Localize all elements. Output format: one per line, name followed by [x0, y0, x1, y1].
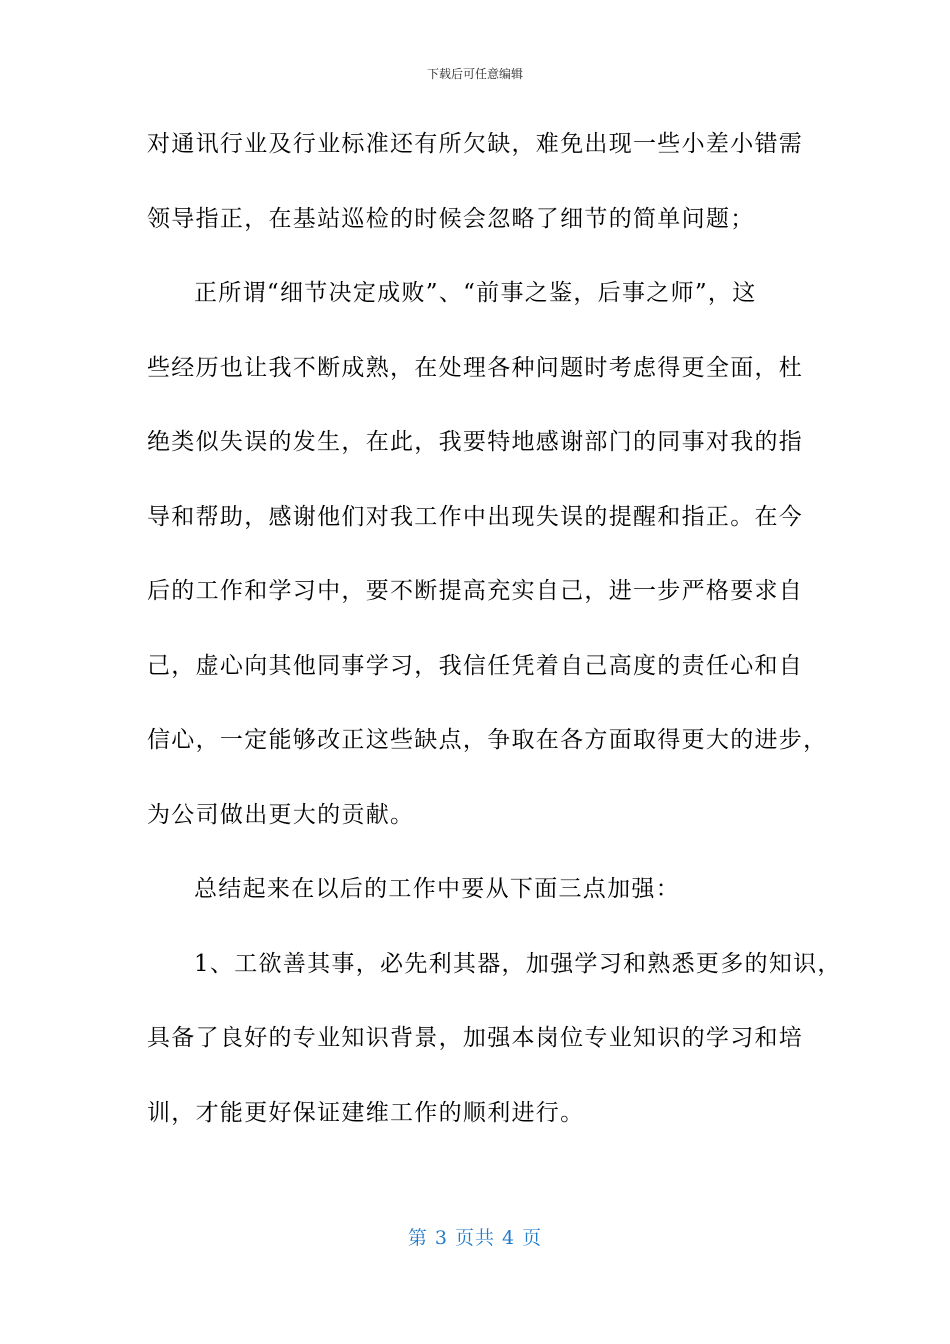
body-line: 信心，一定能够改正这些缺点，争取在各方面取得更大的进步，: [147, 727, 828, 753]
body-line: 些经历也让我不断成熟，在处理各种问题时考虑得更全面，杜: [147, 354, 804, 381]
body-line: 为公司做出更大的贡献。: [147, 801, 415, 828]
page-header: 下载后可任意编辑: [426, 67, 523, 81]
paragraph-start-line: 正所谓“细节决定成败”、“前事之鉴，后事之师”，这: [194, 280, 757, 306]
page-number-footer: 第 3 页共 4 页: [407, 1227, 543, 1249]
body-line: 对通讯行业及行业标准还有所欠缺，难免出现一些小差小错需: [147, 131, 804, 157]
body-line: 训，才能更好保证建维工作的顺利进行。: [147, 1099, 585, 1126]
paragraph-start-line: 总结起来在以后的工作中要从下面三点加强：: [194, 876, 680, 902]
body-line: 导和帮助，感谢他们对我工作中出现失误的提醒和指正。在今: [147, 503, 804, 530]
body-line: 领导指正，在基站巡检的时候会忽略了细节的简单问题；: [147, 205, 755, 232]
body-line: 己，虚心向其他同事学习，我信任凭着自己高度的责任心和自: [147, 652, 804, 679]
document-body: [147, 118, 842, 1161]
body-line: 绝类似失误的发生，在此，我要特地感谢部门的同事对我的指: [147, 429, 804, 455]
body-line: 后的工作和学习中，要不断提高充实自己，进一步严格要求自: [147, 578, 804, 604]
list-item-line: 1、工欲善其事，必先利其器，加强学习和熟悉更多的知识，: [194, 950, 842, 977]
body-line: 具备了良好的专业知识背景，加强本岗位专业知识的学习和培: [147, 1025, 804, 1051]
